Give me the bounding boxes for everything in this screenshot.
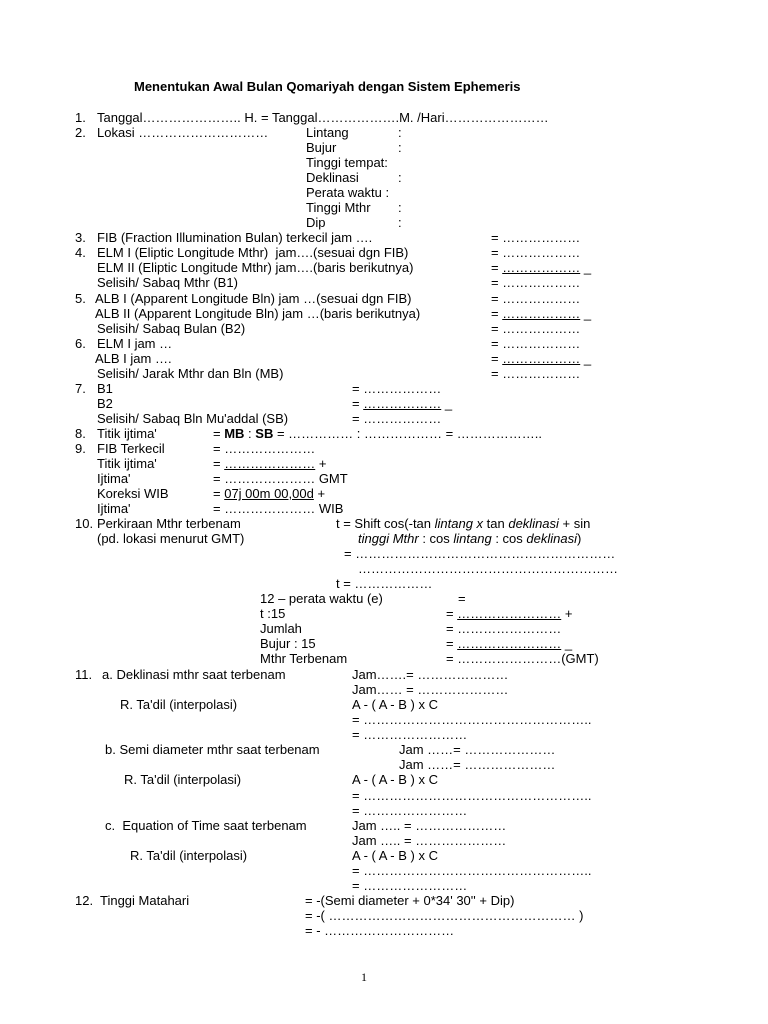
semi-diameter-label: b. Semi diameter mthr saat terbenam — [105, 742, 320, 757]
alb2-line: ALB II (Apparent Longitude Bln) jam …(baris berikutnya) — [95, 306, 421, 321]
item-number: 2. — [75, 125, 86, 140]
mthr-terbenam-value: = ……………………(GMT) — [446, 651, 599, 666]
equation-of-time-jam-2: Jam ….. = ………………… — [352, 833, 507, 848]
field-tinggi-tempat: Tinggi tempat: — [306, 155, 388, 170]
elm2-value: = ……………… _ — [491, 260, 592, 275]
item-number: 5. — [75, 291, 86, 306]
sabaq-bulan-value: = ……………… — [491, 321, 581, 336]
alb1-line: ALB I (Apparent Longitude Bln) jam …(sesuai dgn FIB) — [95, 291, 412, 306]
jarak-value: = ……………… — [491, 366, 581, 381]
field-colon: : — [398, 125, 402, 140]
equation-of-time-jam-1: Jam ….. = ………………… — [352, 818, 507, 833]
perata-waktu-label: 12 – perata waktu (e) — [260, 591, 383, 606]
elm2-line: ELM II (Eliptic Longitude Mthr) jam….(baris berikutnya) — [97, 260, 414, 275]
tadil-result-1: = …………………………………………….. — [352, 788, 592, 803]
page-title: Menentukan Awal Bulan Qomariyah dengan Sistem Ephemeris — [134, 79, 521, 94]
item-number: 4. — [75, 245, 86, 260]
tadil-label: R. Ta'dil (interpolasi) — [124, 772, 242, 787]
item-number: 7. — [75, 381, 86, 396]
tadil-result-1: = …………………………………………….. — [352, 712, 592, 727]
semi-diameter-jam-2: Jam ……= ………………… — [399, 757, 556, 772]
sabaq-mthr-line: Selisih/ Sabaq Mthr (B1) — [97, 275, 238, 290]
tadil-formula: A - ( A - B ) x C — [352, 848, 438, 863]
field-colon: : — [398, 170, 402, 185]
t-15-label: t :15 — [260, 606, 286, 621]
tadil-result-2: = …………………… — [352, 878, 468, 893]
perkiraan-mthr-label: Perkiraan Mthr terbenam — [97, 516, 241, 531]
ijtima-gmt-value: = ………………… GMT — [213, 471, 348, 486]
tadil-formula: A - ( A - B ) x C — [352, 772, 438, 787]
titik-ijtima-label: Titik ijtima' — [97, 426, 157, 441]
elm1-jam-value: = ……………… — [491, 336, 581, 351]
elm1-line: ELM I (Eliptic Longitude Mthr) jam….(sesuai dgn FIB) — [97, 245, 409, 260]
titik-ijtima-value: = MB : SB = …………… : ……………… = ……………….. — [213, 426, 543, 441]
tadil-result-1: = …………………………………………….. — [352, 863, 592, 878]
equation-of-time-label: c. Equation of Time saat terbenam — [105, 818, 307, 833]
b1-line: B1 — [97, 381, 113, 396]
ijtima-wib-value: = ………………… WIB — [213, 501, 344, 516]
page-number: 1 — [361, 970, 367, 984]
koreksi-wib-value: = 07j 00m 00,00d + — [213, 486, 326, 501]
tinggi-matahari-label: Tinggi Matahari — [100, 893, 190, 908]
jumlah-value: = …………………… — [446, 621, 562, 636]
t-15-value: = …………………… + — [446, 606, 573, 621]
alb1-value: = ……………… — [491, 291, 581, 306]
tinggi-matahari-formula: = -(Semi diameter + 0*34' 30'' + Dip) — [305, 893, 515, 908]
jarak-line: Selisih/ Jarak Mthr dan Bln (MB) — [97, 366, 284, 381]
sb-value: = ……………… — [352, 411, 442, 426]
sabaq-bulan-line: Selisih/ Sabaq Bulan (B2) — [97, 321, 246, 336]
item-number: 6. — [75, 336, 86, 351]
formula-line-2: tinggi Mthr : cos lintang : cos deklinasi) — [358, 531, 582, 546]
item-number: 11. — [75, 667, 93, 682]
bujur-15-label: Bujur : 15 — [260, 636, 316, 651]
field-colon: : — [398, 200, 402, 215]
field-tinggi-mthr: Tinggi Mthr — [306, 200, 371, 215]
mb-term: MB — [224, 426, 245, 441]
b1-value: = ……………… — [352, 381, 442, 396]
fib-terkecil-value: = ………………… — [213, 441, 316, 456]
formula-line-1: t = Shift cos(-tan lintang x tan deklinasi + sin — [336, 516, 591, 531]
b2-value: = ……………… _ — [352, 396, 453, 411]
alb1-jam-value: = ……………… _ — [491, 351, 592, 366]
koreksi-wib-label: Koreksi WIB — [97, 486, 169, 501]
tadil-result-2: = …………………… — [352, 803, 468, 818]
elm1-value: = ……………… — [491, 245, 581, 260]
perata-waktu-value: = — [458, 591, 466, 606]
deklinasi-jam-2: Jam…… = ………………… — [352, 682, 509, 697]
ijtima-gmt-label: Ijtima' — [97, 471, 131, 486]
item-number: 9. — [75, 441, 86, 456]
field-colon: : — [398, 140, 402, 155]
tinggi-matahari-step: = -( ………………………………………………… ) — [305, 908, 584, 923]
mthr-terbenam-label: Mthr Terbenam — [260, 651, 348, 666]
tadil-label: R. Ta'dil (interpolasi) — [130, 848, 248, 863]
sb-line: Selisih/ Sabaq Bln Mu'addal (SB) — [97, 411, 289, 426]
field-colon: : — [398, 215, 402, 230]
semi-diameter-jam-1: Jam ……= ………………… — [399, 742, 556, 757]
tanggal-line: Tanggal………………….. H. = Tanggal……………….M. /Hari…………………… — [97, 110, 549, 125]
jumlah-label: Jumlah — [260, 621, 302, 636]
item-number: 1. — [75, 110, 86, 125]
perkiraan-mthr-sub: (pd. lokasi menurut GMT) — [97, 531, 245, 546]
field-dip: Dip — [306, 215, 326, 230]
formula-line-3: = …………………………………………………… — [344, 546, 616, 561]
alb1-jam-line: ALB I jam …. — [95, 351, 172, 366]
item-number: 8. — [75, 426, 86, 441]
bujur-15-value: = …………………… _ — [446, 636, 573, 651]
sb-term: SB — [255, 426, 274, 441]
tadil-label: R. Ta'dil (interpolasi) — [120, 697, 238, 712]
item-number: 12. — [75, 893, 94, 908]
fib-terkecil-label: FIB Terkecil — [97, 441, 165, 456]
fib-line: FIB (Fraction Illumination Bulan) terkecil jam …. — [97, 230, 373, 245]
titik-ijtima-value-2: = ………………… + — [213, 456, 327, 471]
fib-value: = ……………… — [491, 230, 581, 245]
field-lintang: Lintang — [306, 125, 349, 140]
lokasi-line: Lokasi ………………………… — [97, 125, 269, 140]
deklinasi-jam-1: Jam…….= ………………… — [352, 667, 509, 682]
deklinasi-terbenam-label: a. Deklinasi mthr saat terbenam — [102, 667, 286, 682]
sabaq-mthr-value: = ……………… — [491, 275, 581, 290]
item-number: 10. — [75, 516, 94, 531]
tadil-formula: A - ( A - B ) x C — [352, 697, 438, 712]
b2-line: B2 — [97, 396, 113, 411]
ijtima-wib-label: Ijtima' — [97, 501, 131, 516]
formula-t-result: t = ……………… — [336, 576, 433, 591]
field-bujur: Bujur — [306, 140, 337, 155]
field-deklinasi: Deklinasi — [306, 170, 359, 185]
titik-ijtima-label-2: Titik ijtima' — [97, 456, 157, 471]
item-number: 3. — [75, 230, 86, 245]
elm1-jam-line: ELM I jam … — [97, 336, 173, 351]
formula-line-4: …………………………………………………… — [358, 561, 618, 576]
tadil-result-2: = …………………… — [352, 727, 468, 742]
tinggi-matahari-result: = - ………………………… — [305, 923, 455, 938]
alb2-value: = ……………… _ — [491, 306, 592, 321]
field-perata-waktu: Perata waktu : — [306, 185, 390, 200]
